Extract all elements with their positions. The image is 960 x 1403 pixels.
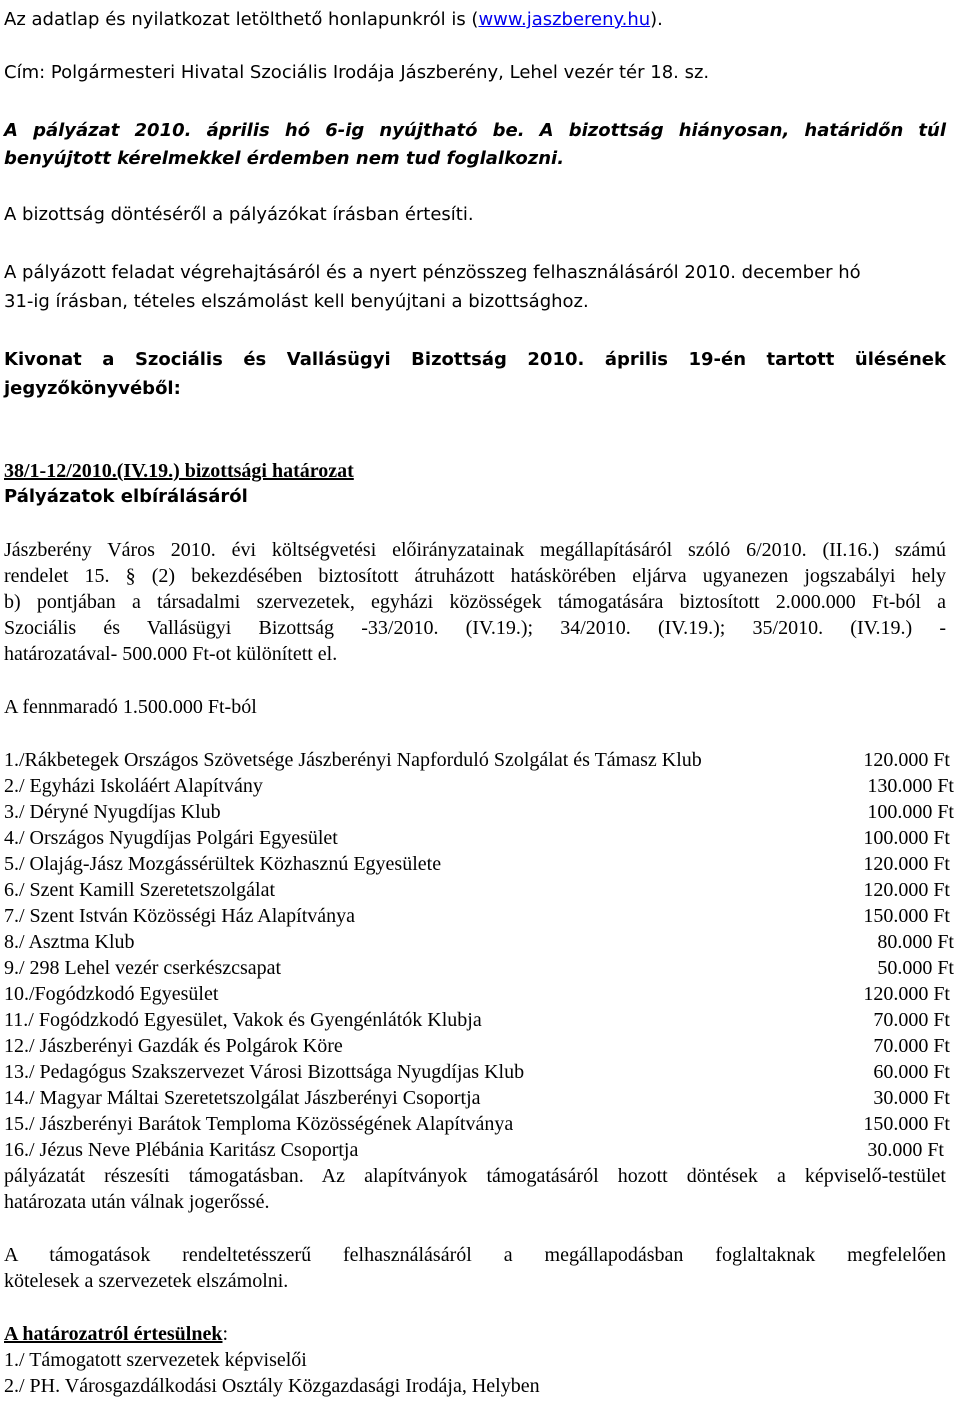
extract-heading-line-1: Kivonat a Szociális és Vallásügyi Bizottság 2010. április 19-én tartott ülésének [4,349,946,370]
recipient-2: 2./ PH. Városgazdálkodási Osztály Közgazdasági Irodája, Helyben [4,1375,540,1397]
deadline-line-1: A pályázat 2010. április hó 6-ig nyújtható be. A bizottság hiányosan, határidőn túl [4,120,946,141]
body-line-2: rendelet 15. § (2) bekezdésében biztosított átruházott hatáskörében eljárva ugyanezen jogszabályi hely [4,565,946,587]
report-line-2: 31-ig írásban, tételes elszámolást kell benyújtani a bizottsághoz. [4,291,589,312]
support-line-1: pályázatát részesíti támogatásban. Az alapítványok támogatásáról hozott döntések a képviselő-testület [4,1165,946,1187]
download-note: Az adatlap és nyilatkozat letölthető honlapunkról is (www.jaszbereny.hu). [4,9,663,30]
recipient-1: 1./ Támogatott szervezetek képviselői [4,1349,307,1371]
remaining-amount: A fennmaradó 1.500.000 Ft-ból [4,696,257,718]
extract-heading-line-2: jegyzőkönyvéből: [4,378,181,399]
deadline-line-2: benyújtott kérelmekkel érdemben nem tud foglalkozni. [4,148,565,169]
accounting-line-2: kötelesek a szervezetek elszámolni. [4,1270,289,1292]
report-line-1: A pályázott feladat végrehajtásáról és a nyert pénzösszeg felhasználásáról 2010. december hó [4,262,861,283]
body-line-1: Jászberény Város 2010. évi költségvetési előirányzatainak megállapításáról szóló 6/2010. (II.16.) számú [4,539,946,561]
notify-line: A bizottság döntéséről a pályázókat írásban értesíti. [4,204,474,225]
resolution-title: Pályázatok elbírálásáról [4,486,248,507]
support-line-2: határozata után válnak jogerőssé. [4,1191,270,1213]
notify-heading: A határozatról értesülnek: [4,1323,229,1345]
website-link[interactable]: www.jaszbereny.hu [478,9,651,30]
accounting-line-1: A támogatások rendeltetésszerű felhasználásáról a megállapodásban foglaltaknak megfelelően [4,1244,946,1266]
address-line: Cím: Polgármesteri Hivatal Szociális Irodája Jászberény, Lehel vezér tér 18. sz. [4,62,710,83]
body-line-4: Szociális és Vallásügyi Bizottság -33/2010. (IV.19.); 34/2010. (IV.19.); 35/2010. (IV.19.) - [4,617,946,639]
resolution-number: 38/1-12/2010.(IV.19.) bizottsági határozat [4,460,354,482]
body-line-5: határozatával- 500.000 Ft-ot különített el. [4,643,338,665]
body-line-3: b) pontjában a társadalmi szervezetek, egyházi közösségek támogatására biztosított 2.000.000 Ft-ból a [4,591,946,613]
